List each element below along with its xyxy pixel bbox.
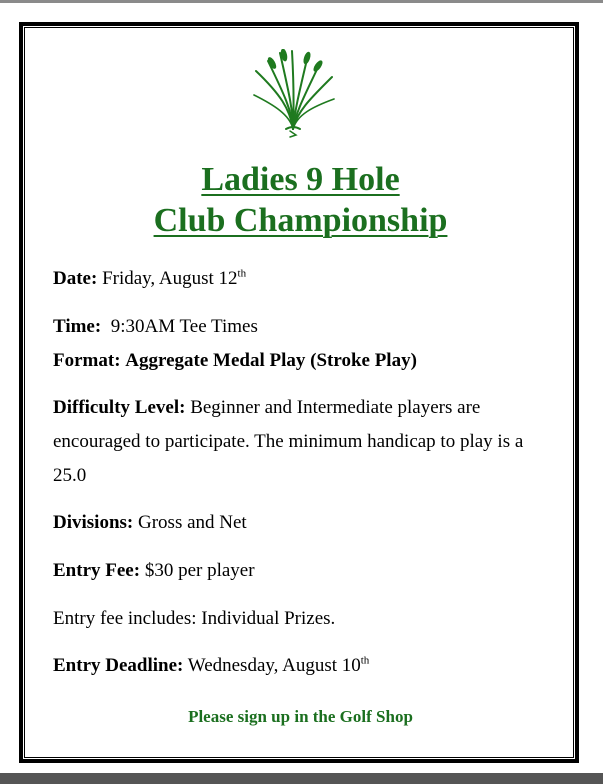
title-line-2: Club Championship — [153, 202, 448, 239]
difficulty-text-3: 25.0 — [53, 465, 87, 486]
deadline-label: Entry Deadline: — [53, 655, 184, 676]
window-bottom-bar — [0, 773, 603, 784]
format-label: Format: — [53, 350, 121, 371]
divisions-label: Divisions: — [53, 512, 134, 533]
deadline-suffix: th — [360, 654, 370, 667]
time-line — [53, 316, 563, 338]
entry-includes-line: Entry fee includes: Individual Prizes. — [53, 608, 336, 629]
window-top-edge — [0, 0, 603, 3]
deadline-line — [53, 655, 563, 677]
difficulty-line-1 — [53, 397, 563, 419]
difficulty-line-3 — [53, 465, 563, 487]
difficulty-label: Difficulty Level: — [53, 397, 186, 418]
date-label: Date: — [53, 268, 98, 289]
entry-fee-label: Entry Fee: — [53, 560, 141, 581]
format-line — [53, 350, 563, 372]
divisions-value: Gross and Net — [138, 512, 247, 533]
entry-fee-line — [53, 560, 563, 582]
time-label: Time: — [53, 316, 102, 337]
cattail-grass-icon — [250, 49, 336, 139]
time-value: 9:30AM Tee Times — [110, 316, 258, 337]
date-line — [53, 268, 563, 290]
format-value: Aggregate Medal Play (Stroke Play) — [125, 350, 417, 371]
document-page — [3, 7, 598, 769]
difficulty-line-2 — [53, 431, 563, 453]
date-suffix: th — [237, 267, 247, 280]
divisions-line — [53, 512, 563, 534]
difficulty-text-1: Beginner and Intermediate players are — [190, 397, 481, 418]
signup-note: Please sign up in the Golf Shop — [188, 707, 413, 726]
date-value: Friday, August 12 — [102, 268, 238, 289]
difficulty-text-2: encouraged to participate. The minimum handicap to play is a — [53, 431, 524, 452]
title-line-1: Ladies 9 Hole — [201, 161, 400, 198]
deadline-value: Wednesday, August 10 — [187, 655, 361, 676]
entry-fee-value: $30 per player — [144, 560, 255, 581]
